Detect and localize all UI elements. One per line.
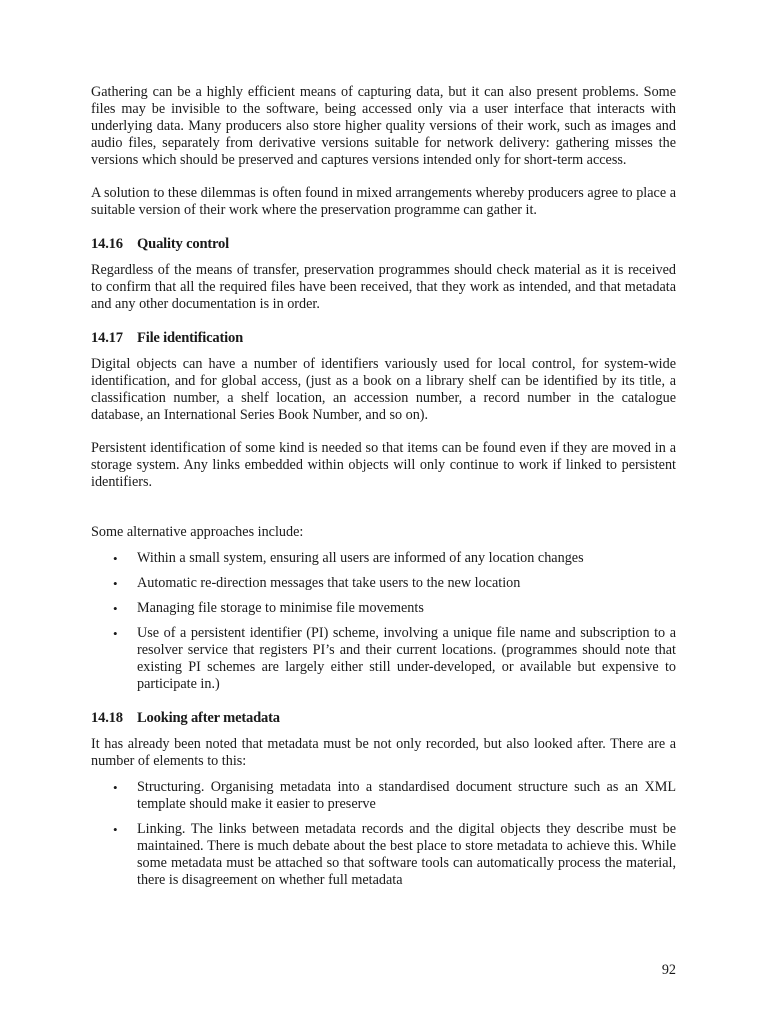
list-item	[91, 550, 676, 567]
paragraph-approaches-intro: Some alternative approaches include:	[91, 524, 304, 540]
section-number: 14.16	[91, 236, 123, 252]
paragraph-solution: A solution to these dilemmas is often found in mixed arrangements whereby producers agree to place a suitable version of their work where the preservation programme can gather it.	[91, 185, 676, 218]
document-page	[91, 84, 676, 897]
bullet-icon: •	[113, 626, 118, 641]
list-item	[91, 779, 676, 813]
list-item	[91, 625, 676, 693]
list-item	[91, 600, 676, 617]
section-heading-quality-control	[91, 236, 676, 253]
section-title: File identification	[137, 330, 244, 346]
approaches-list	[91, 550, 676, 693]
bullet-icon: •	[113, 551, 118, 566]
bullet-icon: •	[113, 780, 118, 795]
list-item-text: Use of a persistent identifier (PI) scheme, involving a unique file name and subscription to a resolver service that registers PI’s and their current locations. (programmes should note that existing PI schemes are largely either still under-developed, or available but expensive to participate in.)	[137, 625, 676, 692]
section-number: 14.18	[91, 710, 123, 726]
section-title: Looking after metadata	[137, 710, 280, 726]
list-item-text: Managing file storage to minimise file movements	[137, 600, 424, 616]
paragraph-gathering: Gathering can be a highly efficient means of capturing data, but it can also present problems. Some files may be invisible to the software, being accessed only via a user interface that interacts with underlying data. Many producers also store higher quality versions of their work, such as images and audio files, separately from derivative versions suitable for network delivery: gathering misses the versions which should be preserved and captures versions intended only for short-term access.	[91, 84, 676, 168]
metadata-elements-list	[91, 779, 676, 889]
section-number: 14.17	[91, 330, 123, 346]
list-item-text: Automatic re-direction messages that take users to the new location	[137, 575, 521, 591]
paragraph-quality-control: Regardless of the means of transfer, preservation programmes should check material as it is received to confirm that all the required files have been received, that they work as intended, and that metadata and any other documentation is in order.	[91, 262, 676, 312]
list-item	[91, 575, 676, 592]
page-number: 92	[661, 962, 676, 978]
section-title: Quality control	[137, 236, 229, 252]
list-item-text: Linking. The links between metadata records and the digital objects they describe must be maintained. There is much debate about the best place to store metadata to achieve this. While some metadata must be attached so that software tools can automatically process the material, there is disagreement on whether full metadata	[137, 821, 676, 888]
section-heading-file-identification	[91, 330, 676, 347]
list-item-text: Within a small system, ensuring all users are informed of any location changes	[137, 550, 584, 566]
bullet-icon: •	[113, 601, 118, 616]
list-item-text: Structuring. Organising metadata into a standardised document structure such as an XML template should make it easier to preserve	[137, 779, 676, 812]
list-item	[91, 821, 676, 889]
section-heading-looking-after-metadata	[91, 710, 676, 727]
paragraph-metadata-intro: It has already been noted that metadata must be not only recorded, but also looked after. There are a number of elements to this:	[91, 736, 676, 769]
bullet-icon: •	[113, 576, 118, 591]
paragraph-identifiers: Digital objects can have a number of identifiers variously used for local control, for system-wide identification, and for global access, (just as a book on a library shelf can be identified by its title, a classification number, a shelf location, an accession number, a record number in the catalogue database, an International Series Book Number, and so on).	[91, 356, 676, 423]
paragraph-persistent-identification: Persistent identification of some kind is needed so that items can be found even if they are moved in a storage system. Any links embedded within objects will only continue to work if linked to persistent identifiers.	[91, 440, 676, 490]
bullet-icon: •	[113, 822, 118, 837]
